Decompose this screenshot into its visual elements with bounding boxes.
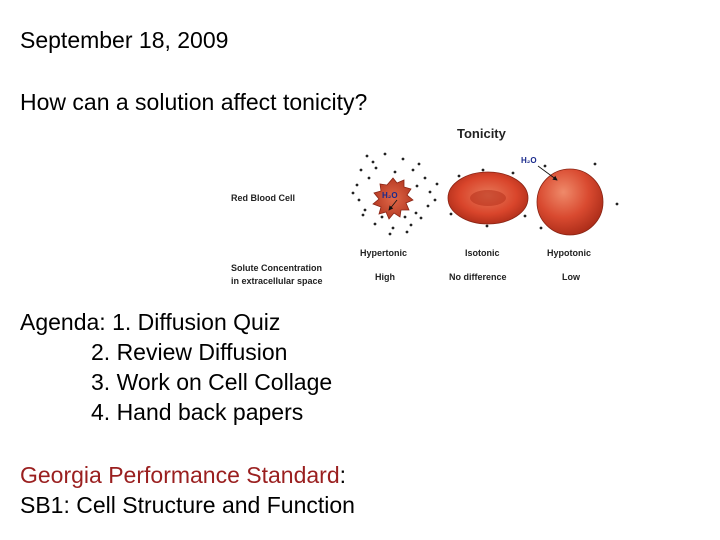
tonicity-diagram — [225, 118, 645, 296]
question-heading: How can a solution affect tonicity? — [20, 89, 368, 115]
hypotonic-cell — [537, 169, 603, 235]
concentration-low: Low — [562, 272, 580, 282]
standard-text: SB1: Cell Structure and Function — [20, 492, 355, 518]
isotonic-cell-center — [470, 190, 506, 206]
agenda-item: 2. Review Diffusion — [91, 339, 288, 365]
standard-label: Georgia Performance Standard — [20, 462, 340, 488]
hypertonic-water-label: H₂O — [382, 191, 398, 200]
agenda-first-line — [20, 307, 332, 337]
figure-title: Tonicity — [457, 126, 506, 141]
concentration-label-line1: Solute Concentration — [231, 263, 323, 273]
concentration-high: High — [375, 272, 395, 282]
row-label-red-blood-cell: Red Blood Cell — [231, 193, 296, 203]
column-label-hypotonic: Hypotonic — [547, 248, 591, 258]
standard-heading — [20, 460, 355, 490]
column-label-isotonic: Isotonic — [465, 248, 500, 258]
concentration-label-line2: in extracellular space — [231, 276, 323, 286]
standard-block — [20, 460, 355, 520]
agenda-item: 4. Hand back papers — [91, 399, 304, 425]
agenda-block — [20, 307, 332, 427]
agenda-item: 1. Diffusion Quiz — [112, 309, 281, 335]
concentration-no-difference: No difference — [449, 272, 507, 282]
agenda-item: 3. Work on Cell Collage — [91, 369, 333, 395]
date-heading: September 18, 2009 — [20, 27, 229, 53]
column-label-hypertonic: Hypertonic — [360, 248, 408, 258]
agenda-label: Agenda: — [20, 309, 106, 335]
standard-label-colon: : — [339, 462, 347, 488]
hypotonic-water-label: H₂O — [521, 156, 537, 165]
tonicity-figure — [225, 118, 645, 296]
